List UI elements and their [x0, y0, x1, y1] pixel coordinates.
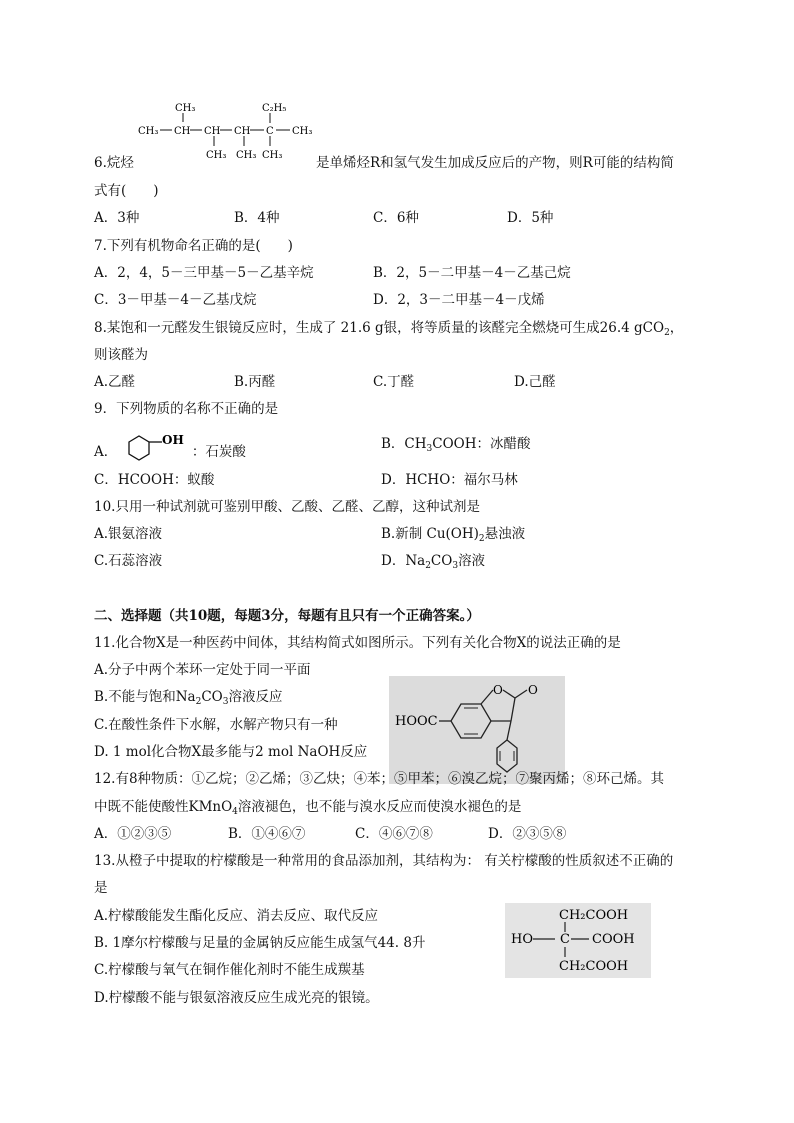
cyclohexanol-structure	[122, 432, 188, 466]
svg-text:HO: HO	[511, 932, 533, 947]
citric-acid-structure	[505, 903, 651, 978]
struct-ch3-bot1: CH₃	[206, 150, 227, 161]
q9-option-b: B．$CH_3COOH$：冰醋酸	[381, 436, 531, 454]
svg-text:C: C	[560, 932, 570, 947]
q12-stem-line1: 12.有8种物质：①乙烷；②乙烯；③乙炔；④苯；⑤甲苯；⑥溴乙烷；⑦聚丙烯；⑧环己烯。其	[94, 771, 665, 787]
q10-option-c: C.石蕊溶液	[94, 553, 163, 569]
q6-option-d: D．5种	[507, 210, 554, 226]
q11-stem: 11.化合物X是一种医药中间体，其结构简式如图所示。下列有关化合物X的说法正确的是	[94, 635, 621, 651]
q8-stem-line2: 则该醛为	[94, 347, 148, 363]
q9-option-c: C．HCOOH：蚁酸	[94, 472, 215, 488]
q13-stem-line2: 是	[94, 880, 108, 896]
struct-ch-3: CH	[234, 126, 251, 137]
q10-option-b: B.新制 $Cu(OH)_2$悬浊液	[381, 526, 526, 544]
q11-option-c: C.在酸性条件下水解，水解产物只有一种	[94, 717, 338, 733]
q11-option-b: B.不能与饱和$Na_2CO_3$溶液反应	[94, 689, 283, 707]
svg-text:CH₂COOH: CH₂COOH	[559, 908, 629, 923]
q9-option-a: A． OH ：石炭酸	[94, 432, 246, 466]
svg-text:O: O	[493, 683, 503, 697]
svg-text:COOH: COOH	[592, 932, 635, 947]
q12-option-b: B．①④⑥⑦	[228, 826, 306, 842]
q10-stem: 10.只用一种试剂就可鉴别甲酸、乙酸、乙醛、乙醇，这种试剂是	[94, 499, 480, 515]
alkane-structure	[138, 98, 323, 166]
q9-option-d: D．HCHO：福尔马林	[381, 472, 518, 488]
q13-option-a: A.柠檬酸能发生酯化反应、消去反应、取代反应	[94, 908, 379, 924]
struct-ch3-top1: CH₃	[175, 103, 196, 114]
q6-stem-prefix: 6.烷烃	[94, 155, 134, 171]
struct-ch3-bot2: CH₃	[236, 150, 257, 161]
citric-acid-image	[505, 903, 651, 978]
svg-text:O: O	[528, 683, 538, 697]
q12-option-d: D．②③⑤⑧	[488, 826, 567, 842]
q9-stem: 9．下列物质的名称不正确的是	[94, 401, 279, 417]
q13-option-b: B. 1摩尔柠檬酸与足量的金属钠反应能生成氢气44. 8升	[94, 935, 426, 951]
q12-option-c: C．④⑥⑦⑧	[355, 826, 433, 842]
struct-c: C	[266, 126, 274, 137]
q10-option-a: A.银氨溶液	[94, 526, 163, 542]
q6-option-b: B．4种	[234, 210, 280, 226]
struct-ch-1: CH	[174, 126, 191, 137]
struct-ch3-right: CH₃	[292, 126, 313, 137]
q12-stem-line2: 中既不能使酸性KMnO$_4$溶液褪色，也不能与溴水反应而使溴水褪色的是	[94, 799, 522, 817]
q6-option-c: C．6种	[373, 210, 419, 226]
q11-option-a: A.分子中两个苯环一定处于同一平面	[94, 662, 311, 678]
q6-option-a: A．3种	[94, 210, 140, 226]
q8-option-a: A.乙醛	[94, 374, 136, 390]
struct-ch3-bot3: CH₃	[262, 150, 283, 161]
q8-option-c: C.丁醛	[373, 374, 415, 390]
q7-option-d: D．2，3－二甲基－4－戊烯	[373, 292, 545, 308]
q13-option-c: C.柠檬酸与氧气在铜作催化剂时不能生成羰基	[94, 962, 365, 978]
struct-c2h5: C₂H₅	[262, 103, 287, 114]
struct-ch3-left: CH₃	[138, 126, 159, 137]
q13-stem: 13.从橙子中提取的柠檬酸是一种常用的食品添加剂，其结构为： 有关柠檬酸的性质叙述不正确的	[94, 853, 674, 869]
section-2-header: 二、选择题（共10题，每题3分，每题有且只有一个正确答案。）	[94, 608, 480, 624]
q13-option-d: D.柠檬酸不能与银氨溶液反应生成光亮的银镜。	[94, 990, 379, 1006]
q7-option-a: A．2，4，5－三甲基－5－乙基辛烷	[94, 265, 314, 281]
q7-option-c: C．3－甲基－4－乙基戊烷	[94, 292, 257, 308]
struct-ch-2: CH	[204, 126, 221, 137]
svg-text:CH₂COOH: CH₂COOH	[559, 959, 629, 974]
q7-option-b: B．2，5－二甲基－4－乙基己烷	[373, 265, 571, 281]
svg-text:OH: OH	[161, 433, 184, 447]
q6-stem-line2: 式有( )	[94, 183, 159, 199]
q8-stem: 8.某饱和一元醛发生银镜反应时，生成了 21.6 g银，将等质量的该醛完全燃烧可生成26.4 gCO$_2$，	[94, 320, 684, 338]
q8-option-d: D.己醛	[514, 374, 556, 390]
q10-option-d: D．$Na_2CO_3$溶液	[381, 553, 486, 571]
svg-text:HOOC: HOOC	[395, 714, 438, 729]
q8-option-b: B.丙醛	[234, 374, 276, 390]
q12-option-a: A．①②③⑤	[94, 826, 172, 842]
q7-stem: 7.下列有机物命名正确的是( )	[94, 238, 293, 254]
q6-stem-suffix: 是单烯烃R和氢气发生加成反应后的产物，则R可能的结构简	[316, 155, 674, 171]
q11-option-d: D. 1 mol化合物X最多能与2 mol NaOH反应	[94, 744, 368, 760]
